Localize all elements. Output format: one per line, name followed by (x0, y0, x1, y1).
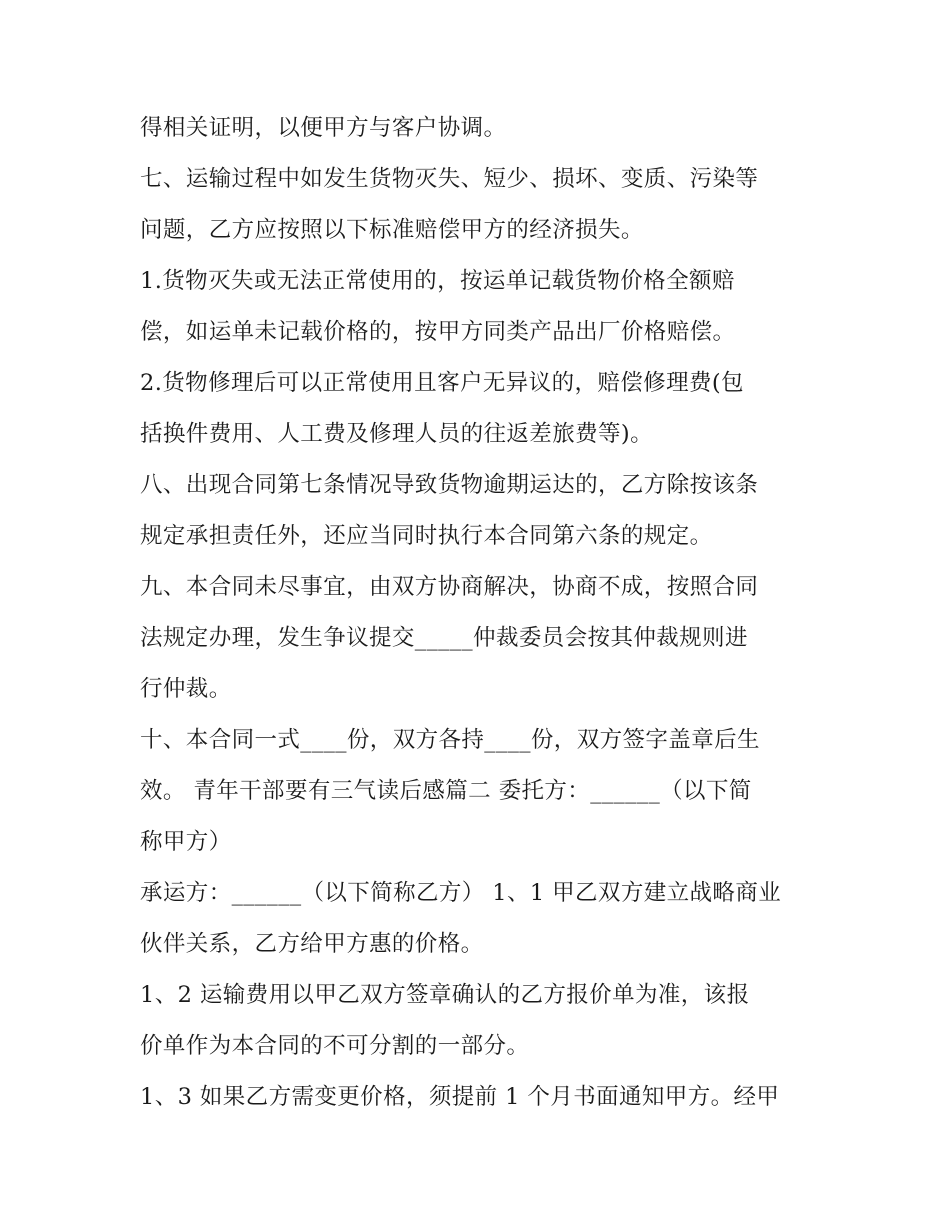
text-line: 2.货物修理后可以正常使用且客户无异议的，赔偿修理费(包 (140, 370, 744, 396)
text-line: 伙伴关系，乙方给甲方惠的价格。 (140, 931, 484, 957)
text-line: 得相关证明，以便甲方与客户协调。 (140, 115, 507, 141)
text-line: 称甲方） (140, 829, 232, 855)
text-line: 1、3 如果乙方需变更价格，须提前 1 个月书面通知甲方。经甲 (140, 1084, 780, 1110)
text-line: 七、运输过程中如发生货物灭失、短少、损坏、变质、污染等 (140, 166, 759, 192)
text-line: 法规定办理，发生争议提交_____仲裁委员会按其仲裁规则进 (140, 625, 748, 651)
text-line: 价单作为本合同的不可分割的一部分。 (140, 1033, 530, 1059)
text-line: 九、本合同未尽事宜，由双方协商解决，协商不成，按照合同 (140, 574, 759, 600)
text-line: 1.货物灭失或无法正常使用的，按运单记载货物价格全额赔 (140, 268, 735, 294)
text-line: 行仲裁。 (140, 676, 232, 702)
text-line: 1、2 运输费用以甲乙双方签章确认的乙方报价单为准，该报 (140, 982, 750, 1008)
text-line: 承运方：______（以下简称乙方） 1、1 甲乙双方建立战略商业 (140, 880, 782, 906)
text-line: 问题，乙方应按照以下标准赔偿甲方的经济损失。 (140, 217, 644, 243)
text-line: 偿，如运单未记载价格的，按甲方同类产品出厂价格赔偿。 (140, 319, 736, 345)
text-line: 规定承担责任外，还应当同时执行本合同第六条的规定。 (140, 523, 713, 549)
text-line: 十、本合同一式____份，双方各持____份，双方签字盖章后生 (140, 727, 760, 753)
text-line: 八、出现合同第七条情况导致货物逾期运达的，乙方除按该条 (140, 472, 759, 498)
text-line: 括换件费用、人工费及修理人员的往返差旅费等)。 (140, 421, 653, 447)
text-line: 效。 青年干部要有三气读后感篇二 委托方：______（以下简 (140, 778, 752, 804)
contract-text (140, 103, 820, 1123)
